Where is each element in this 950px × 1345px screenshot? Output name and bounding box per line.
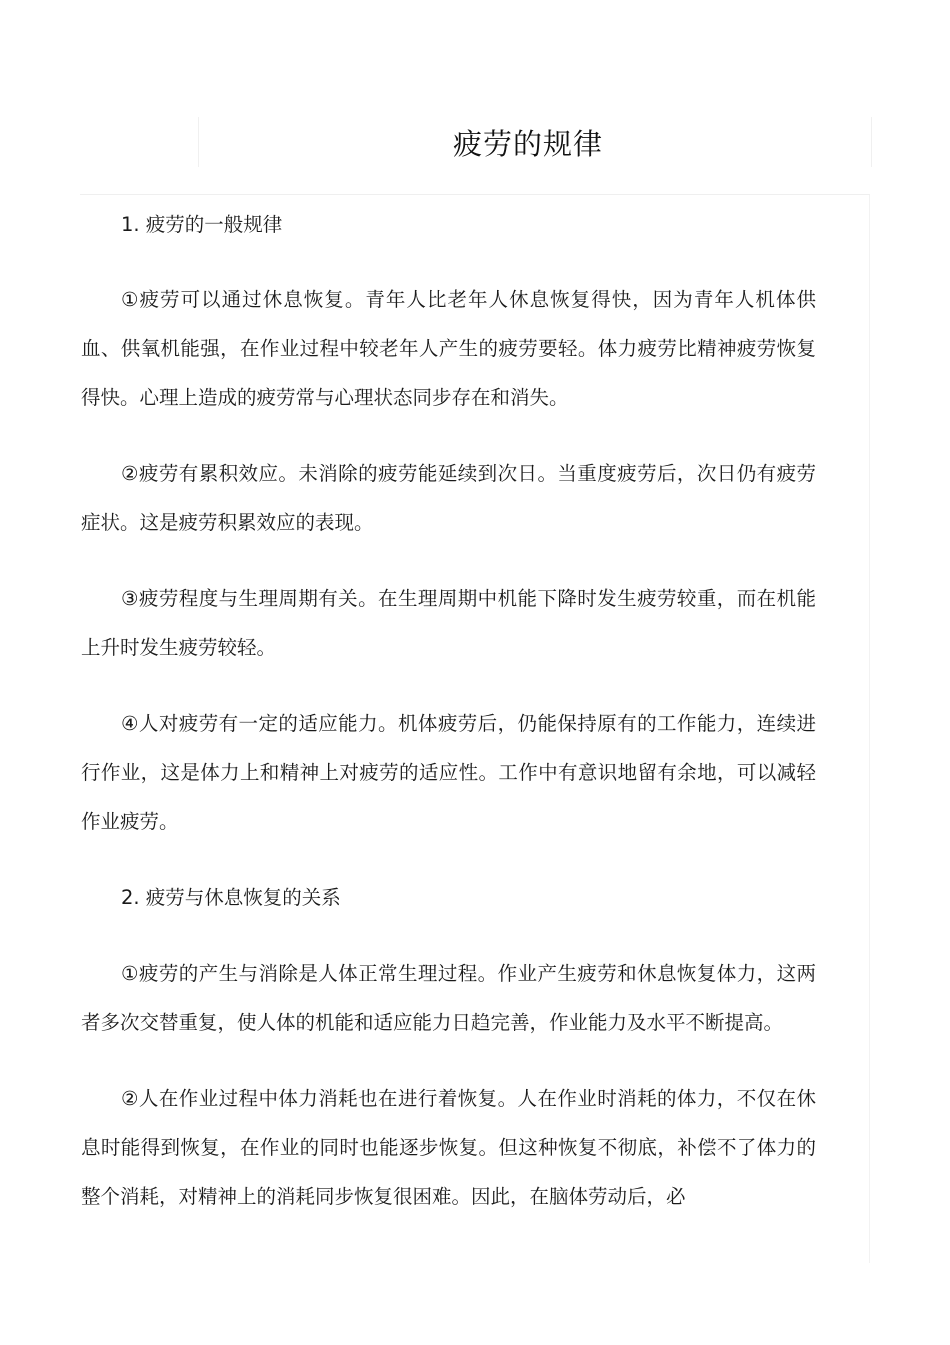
paragraph-2-1: ①疲劳的产生与消除是人体正常生理过程。作业产生疲劳和休息恢复体力，这两者多次交替重复，使人体的机能和适应能力日趋完善，作业能力及水平不断提高。: [81, 962, 816, 1034]
paragraph-1-3: ③疲劳程度与生理周期有关。在生理周期中机能下降时发生疲劳较重，而在机能上升时发生疲劳较轻。: [81, 587, 816, 659]
paragraph-1-2: ②疲劳有累积效应。未消除的疲劳能延续到次日。当重度疲劳后，次日仍有疲劳症状。这是疲劳积累效应的表现。: [81, 462, 816, 534]
document-body: [81, 200, 816, 1248]
section-heading-2: 2. 疲劳与休息恢复的关系: [121, 886, 341, 909]
paragraph-2-2: ②人在作业过程中体力消耗也在进行着恢复。人在作业时消耗的体力，不仅在休息时能得到恢复，在作业的同时也能逐步恢复。但这种恢复不彻底，补偿不了体力的整个消耗，对精神上的消耗同步恢复很困难。因此，在脑体劳动后，必: [81, 1087, 816, 1208]
paragraph-1-4: ④人对疲劳有一定的适应能力。机体疲劳后，仍能保持原有的工作能力，连续进行作业，这是体力上和精神上对疲劳的适应性。工作中有意识地留有余地，可以减轻作业疲劳。: [81, 712, 816, 833]
paragraph-1-1: ①疲劳可以通过休息恢复。青年人比老年人休息恢复得快，因为青年人机体供血、供氧机能强，在作业过程中较老年人产生的疲劳要轻。体力疲劳比精神疲劳恢复得快。心理上造成的疲劳常与心理状态同步存在和消失。: [81, 288, 816, 409]
page-title: 疲劳的规律: [452, 127, 603, 161]
section-heading-1: 1. 疲劳的一般规律: [121, 213, 283, 236]
